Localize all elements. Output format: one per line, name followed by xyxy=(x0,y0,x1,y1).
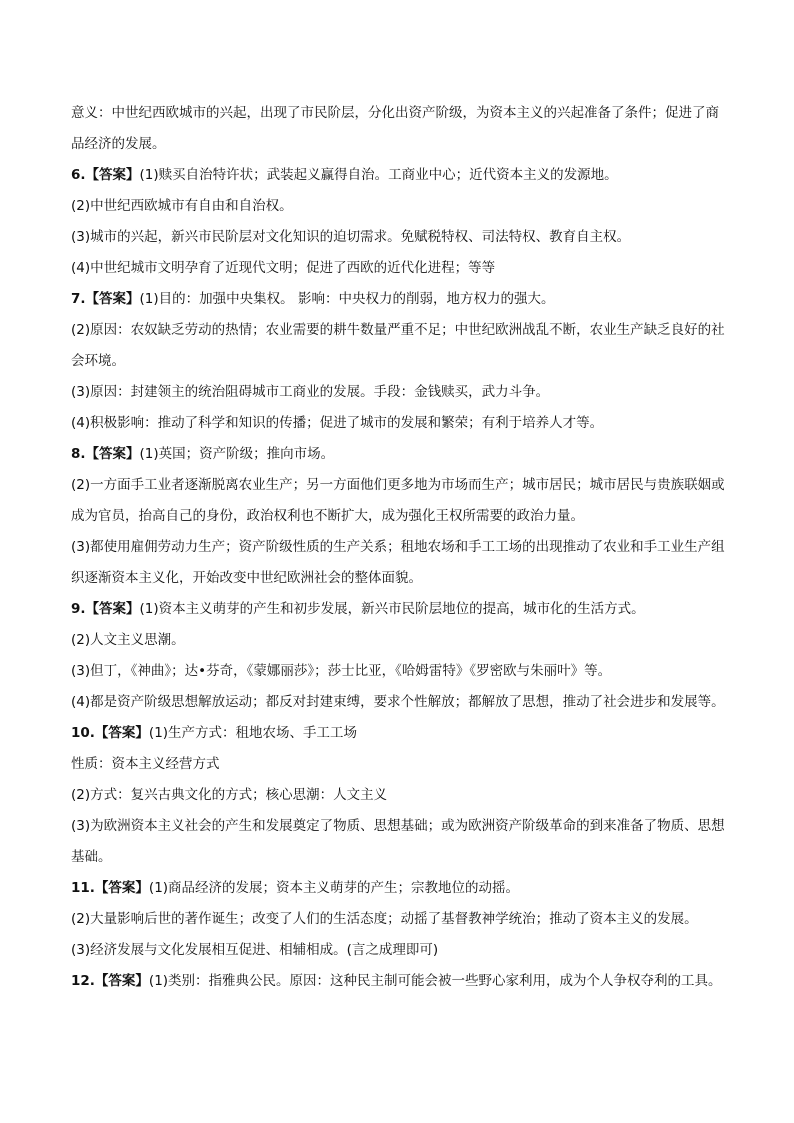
paragraph-9 xyxy=(71,439,731,470)
paragraph-15 xyxy=(71,687,731,718)
paragraph-text: (1)目的：加强中央集权。 影响：中央权力的削弱，地方权力的强大。 xyxy=(139,291,555,307)
paragraph-text: (3)都使用雇佣劳动力生产；资产阶级性质的生产关系；租地农场和手工工场的出现推动了农业和手工业生产组织逐渐资本主义化，开始改变中世纪欧洲社会的整体面貌。 xyxy=(71,539,725,586)
paragraph-text: (2)大量影响后世的著作诞生；改变了人们的生活态度；动摇了基督教神学统治；推动了资本主义的发展。 xyxy=(71,911,698,927)
paragraph-19 xyxy=(71,811,731,873)
paragraph-12 xyxy=(71,594,731,625)
answer-label: 11.【答案】 xyxy=(71,880,149,896)
paragraph-10 xyxy=(71,470,731,532)
paragraph-text: 意义：中世纪西欧城市的兴起，出现了市民阶层，分化出资产阶级，为资本主义的兴起准备了条件；促进了商品经济的发展。 xyxy=(71,105,719,152)
paragraph-text: (3)但丁，《神曲》；达•芬奇，《蒙娜丽莎》；莎士比亚，《哈姆雷特》《罗密欧与朱丽叶》等。 xyxy=(71,663,612,679)
answer-content xyxy=(71,98,731,997)
paragraph-text: (3)原因：封建领主的统治阻碍城市工商业的发展。手段：金钱赎买，武力斗争。 xyxy=(71,384,550,400)
paragraph-14 xyxy=(71,656,731,687)
paragraph-text: (1)商品经济的发展；资本主义萌芽的产生；宗教地位的动摇。 xyxy=(148,880,520,896)
paragraph-23 xyxy=(71,966,731,997)
paragraph-text: (2)方式：复兴古典文化的方式；核心思潮：人文主义 xyxy=(71,787,388,803)
paragraph-text: (2)人文主义思潮。 xyxy=(71,632,185,648)
paragraph-18 xyxy=(71,780,731,811)
paragraph-6 xyxy=(71,315,731,377)
paragraph-11 xyxy=(71,532,731,594)
paragraph-text: (3)城市的兴起，新兴市民阶层对文化知识的迫切需求。免赋税特权、司法特权、教育自主权。 xyxy=(71,229,631,245)
paragraph-text: (1)生产方式：租地农场、手工工场 xyxy=(148,725,358,741)
paragraph-16 xyxy=(71,718,731,749)
paragraph-4 xyxy=(71,253,731,284)
paragraph-8 xyxy=(71,408,731,439)
paragraph-5 xyxy=(71,284,731,315)
paragraph-text: (1)赎买自治特许状；武装起义赢得自治。工商业中心；近代资本主义的发源地。 xyxy=(139,167,618,183)
answer-label: 6.【答案】 xyxy=(71,167,140,183)
paragraph-text: (4)积极影响：推动了科学和知识的传播；促进了城市的发展和繁荣；有利于培养人才等。 xyxy=(71,415,604,431)
paragraph-21 xyxy=(71,904,731,935)
paragraph-text: (2)中世纪西欧城市有自由和自治权。 xyxy=(71,198,293,214)
paragraph-text: (3)为欧洲资本主义社会的产生和发展奠定了物质、思想基础；或为欧洲资产阶级革命的到来准备了物质、思想基础。 xyxy=(71,818,725,865)
paragraph-text: (1)类别：指雅典公民。原因：这种民主制可能会被一些野心家利用，成为个人争权夺利的工具。 xyxy=(148,973,722,989)
paragraph-20 xyxy=(71,873,731,904)
paragraph-22 xyxy=(71,935,731,966)
paragraph-3 xyxy=(71,222,731,253)
paragraph-2 xyxy=(71,191,731,222)
paragraph-13 xyxy=(71,625,731,656)
paragraph-text: (2)原因：农奴缺乏劳动的热情；农业需要的耕牛数量严重不足；中世纪欧洲战乱不断，农业生产缺乏良好的社会环境。 xyxy=(71,322,725,369)
paragraph-7 xyxy=(71,377,731,408)
paragraph-0 xyxy=(71,98,731,160)
paragraph-text: (1)资本主义萌芽的产生和初步发展，新兴市民阶层地位的提高，城市化的生活方式。 xyxy=(139,601,645,617)
paragraph-1 xyxy=(71,160,731,191)
paragraph-text: (4)中世纪城市文明孕育了近现代文明；促进了西欧的近代化进程；等等 xyxy=(71,260,496,276)
answer-label: 7.【答案】 xyxy=(71,291,140,307)
paragraph-text: (3)经济发展与文化发展相互促进、相辅相成。(言之成理即可) xyxy=(71,942,439,958)
paragraph-text: 性质：资本主义经营方式 xyxy=(71,756,220,772)
answer-label: 10.【答案】 xyxy=(71,725,149,741)
answer-label: 8.【答案】 xyxy=(71,446,140,462)
answer-label: 12.【答案】 xyxy=(71,973,149,989)
paragraph-17 xyxy=(71,749,731,780)
paragraph-text: (1)英国；资产阶级；推向市场。 xyxy=(139,446,335,462)
answer-label: 9.【答案】 xyxy=(71,601,140,617)
paragraph-text: (2)一方面手工业者逐渐脱离农业生产；另一方面他们更多地为市场而生产；城市居民；城市居民与贵族联姻或成为官员，抬高自己的身份，政治权利也不断扩大，成为强化王权所需要的政治力量。 xyxy=(71,477,725,524)
paragraph-text: (4)都是资产阶级思想解放运动；都反对封建束缚，要求个性解放；都解放了思想，推动了社会进步和发展等。 xyxy=(71,694,725,710)
